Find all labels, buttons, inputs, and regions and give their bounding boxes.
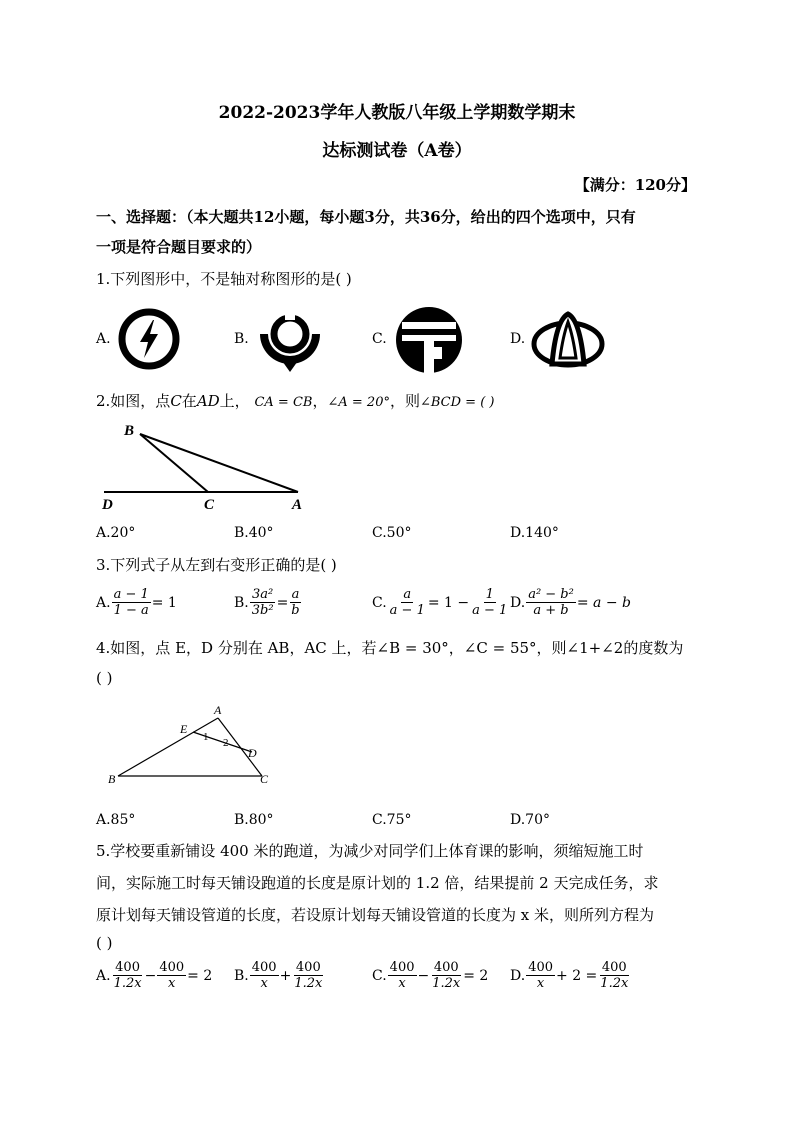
q4-label-d: D [248,746,257,760]
q5-option-c: C. $\frac{400}{x}$ − $\frac{400}{1.2x}$ = 2 [372,960,489,991]
q4-option-c: C.75° [372,812,412,828]
q1-option-d-label: D. [510,331,526,347]
q2-label-c: C [204,497,215,513]
q4-angle-1: 1 [203,731,209,743]
q2-option-a: A.20° [96,525,136,541]
q4-label-a: A [214,703,222,717]
q4-label-c: C [260,772,269,786]
question-5-line-3: 原计划每天铺设管道的长度，若设原计划每天铺设管道的长度为 x 米，则所列方程为 [96,906,654,924]
fraction: $\frac{a}{b}$ [291,587,300,618]
q4-option-d: D.70° [510,812,550,828]
q2-label-b: B [124,423,135,439]
q4-triangle-figure [104,700,284,790]
q2-option-c: C.50° [372,525,412,541]
fraction: $\frac{\text{3a²}}{\text{3b²}}$ [251,587,274,618]
fraction: $\frac{400}{1.2x}$ [113,960,142,991]
q2-label-a: A [292,497,303,513]
question-5-line-1: 5.学校要重新铺设 400 米的跑道，为减少对同学们上体育课的影响，须缩短施工时 [96,842,644,860]
lightning-logo-icon [116,306,182,372]
fraction: $\frac{a - 1}{1 - a}$ [113,587,149,618]
q1-option-a-label: A. [96,331,111,347]
question-3-stem: 3.下列式子从左到右变形正确的是( ) [96,556,337,574]
fraction: $\frac{400}{x}$ [159,960,185,991]
q4-option-a: A.85° [96,812,136,828]
q1-option-b-label: B. [234,331,249,347]
q2-option-b: B.40° [234,525,274,541]
q2-option-d: D.140° [510,525,559,541]
fraction: $\frac{400}{x}$ [528,960,554,991]
q2-triangle-figure [96,418,316,514]
fraction: $\frac{\text{a² − b²}}{a + b}$ [528,587,574,618]
fraction: $\frac{400}{1.2x}$ [294,960,323,991]
page-title: 2022-2023学年人教版八年级上学期数学期末 [218,103,576,123]
q3-option-a: A. $\frac{a - 1}{1 - a}$ = 1 [96,587,177,618]
question-5-line-4: ( ) [96,934,113,952]
score-note: 【满分：120分】 [574,176,696,194]
q4-option-b: B.80° [234,812,274,828]
question-4-stem: 4.如图，点 E，D 分别在 AB，AC 上，若∠B = 30°，∠C = 55°，则∠1+∠2的度数为 [96,639,684,657]
q3-option-b: B. $\frac{\text{3a²}}{\text{3b²}}$ = $\frac{a}{b}$ [234,587,300,618]
page-subtitle: 达标测试卷（A卷） [322,141,472,161]
q4-angle-2: 2 [223,737,229,749]
q4-label-e: E [180,722,188,736]
q5-option-b: B. $\frac{400}{x}$ + $\frac{400}{1.2x}$ [234,960,323,991]
question-4-stem-cont: ( ) [96,669,113,687]
q4-label-b: B [108,772,116,786]
q5-option-d: D. $\frac{400}{x}$ + 2 = $\frac{400}{1.2x}$ [510,960,629,991]
section-heading-cont: 一项是符合题目要求的） [96,238,262,256]
fraction: $\frac{1}{a - 1}$ [472,587,508,618]
fraction: $\frac{400}{1.2x}$ [600,960,629,991]
section-heading: 一、选择题：（本大题共12小题，每小题3分，共36分，给出的四个选项中，只有 [96,208,636,226]
q5-option-a: A. $\frac{400}{1.2x}$ − $\frac{400}{x}$ = 2 [96,960,213,991]
q1-option-c-label: C. [372,331,387,347]
fraction: $\frac{400}{x}$ [389,960,415,991]
question-1-stem: 1.下列图形中，不是轴对称图形的是( ) [96,270,352,288]
tee-logo-icon [394,305,464,375]
fraction: $\frac{400}{1.2x}$ [432,960,461,991]
question-2-stem: 2.如图，点C在AD上， CA = CB，∠A = 20°，则∠BCD = ( ) [96,392,495,410]
fraction: $\frac{400}{x}$ [251,960,277,991]
q3-option-d: D. $\frac{\text{a² − b²}}{a + b}$ = a − b [510,587,631,618]
arch-logo-icon [530,310,606,370]
q2-label-d: D [102,497,113,513]
fraction: $\frac{a}{a - 1}$ [389,587,425,618]
ring-logo-icon [254,304,326,376]
question-5-line-2: 间，实际施工时每天铺设跑道的长度是原计划的 1.2 倍，结果提前 2 天完成任务，求 [96,874,659,892]
q3-option-c: C. $\frac{a}{a - 1}$ = 1 − $\frac{1}{a - 1}$ [372,587,508,618]
